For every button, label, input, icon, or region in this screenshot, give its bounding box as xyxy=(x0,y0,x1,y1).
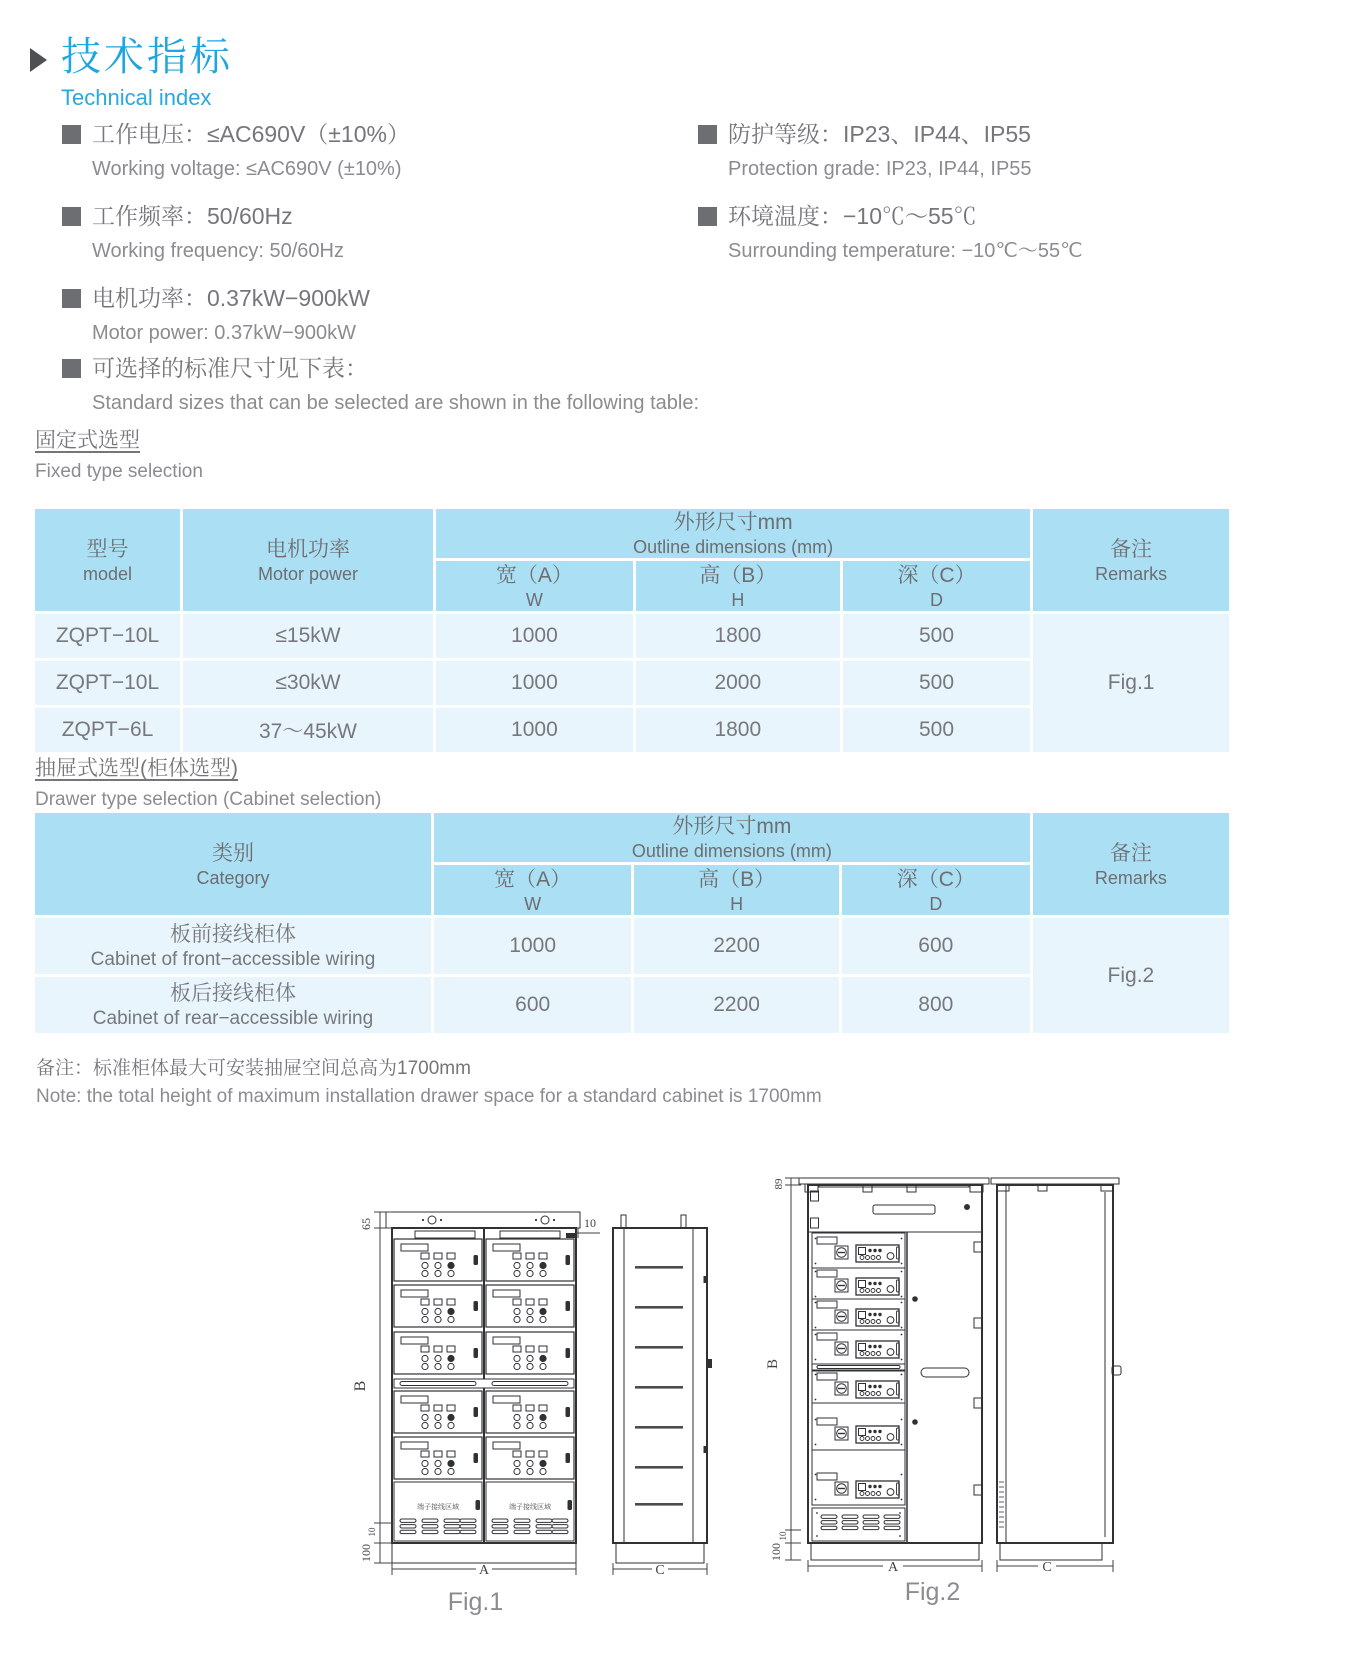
header-remarks xyxy=(1033,813,1229,915)
table-row xyxy=(35,918,1229,974)
spec-item-motor-power xyxy=(62,284,682,345)
cell-category-zh: 板后接线柜体 xyxy=(169,981,296,1005)
header-height-en: H xyxy=(730,893,744,914)
header-remarks xyxy=(1033,509,1229,611)
cell-category-zh: 板前接线柜体 xyxy=(169,922,296,946)
cell-model: ZQPT−6L xyxy=(35,708,180,752)
header-depth xyxy=(843,561,1030,611)
header-category-zh: 类别 xyxy=(211,841,254,865)
header-width-en: W xyxy=(525,589,543,610)
drawer-type-table xyxy=(32,810,1232,1036)
cell-width: 1000 xyxy=(436,661,633,705)
header-outline-en: Outline dimensions (mm) xyxy=(633,537,834,557)
fig2-caption: Fig.2 xyxy=(904,1578,961,1606)
dim-cap-height: 89 xyxy=(773,1178,785,1190)
cell-height: 1800 xyxy=(636,708,840,752)
header-height-zh: 高（B） xyxy=(699,563,777,587)
spec-text-en: Motor power: 0.37kW−900kW xyxy=(92,322,356,344)
spec-text-en: Working frequency: 50/60Hz xyxy=(92,240,344,262)
dim-width-a: A xyxy=(887,1560,899,1575)
header-remarks-zh: 备注 xyxy=(1110,537,1153,561)
cell-width: 1000 xyxy=(434,918,631,974)
cell-category-en: Cabinet of front−accessible wiring xyxy=(90,948,376,970)
spec-text-en: Surrounding temperature: −10℃～55℃ xyxy=(728,240,1083,262)
spec-text-zh: 防护等级：IP23、IP44、IP55 xyxy=(728,121,1031,147)
header-remarks-zh: 备注 xyxy=(1109,841,1152,865)
note-zh: 备注：标准柜体最大可安装抽屉空间总高为1700mm xyxy=(36,1058,471,1079)
header-remarks-en: Remarks xyxy=(1094,867,1167,888)
dim-cap-height: 65 xyxy=(359,1218,373,1230)
cell-model: ZQPT−10L xyxy=(35,614,180,658)
header-width-en: W xyxy=(524,893,542,914)
header-outline-zh: 外形尺寸mm xyxy=(673,511,793,534)
cell-depth: 500 xyxy=(843,614,1030,658)
header-width xyxy=(436,561,633,611)
spec-line-zh xyxy=(62,202,682,230)
bullet-square-icon xyxy=(698,125,717,144)
spec-text-zh: 工作电压：≤AC690V（±10%） xyxy=(92,121,410,147)
cell-height: 2000 xyxy=(636,661,840,705)
section-title-en: Drawer type selection (Cabinet selection) xyxy=(35,789,382,810)
page-title: 技术指标 xyxy=(61,35,233,79)
spec-text-zh: 可选择的标准尺寸见下表： xyxy=(92,355,368,381)
header-height-en: H xyxy=(731,589,745,610)
fig1-drawing xyxy=(330,1136,730,1614)
bullet-square-icon xyxy=(62,207,81,226)
spec-text-zh: 工作频率：50/60Hz xyxy=(92,203,293,229)
spec-line-zh xyxy=(62,120,682,148)
cell-width: 600 xyxy=(434,977,631,1033)
dim-vent-height: 10 xyxy=(778,1531,788,1541)
dim-depth-c: C xyxy=(1042,1560,1052,1575)
cell-category xyxy=(35,918,431,974)
cell-power: 37～45kW xyxy=(183,708,433,752)
cell-remark: Fig.2 xyxy=(1033,918,1229,1033)
dim-plinth-height: 100 xyxy=(769,1543,783,1561)
page-subtitle: Technical index xyxy=(61,85,212,110)
header-depth xyxy=(842,865,1030,915)
title-text-group xyxy=(61,34,233,111)
table-row xyxy=(35,614,1229,658)
cell-remark: Fig.1 xyxy=(1033,614,1229,752)
fig1-side-view xyxy=(613,1215,712,1563)
header-depth-en: D xyxy=(929,893,943,914)
spec-item-working-frequency xyxy=(62,202,682,263)
spec-line-zh xyxy=(62,284,682,312)
header-depth-zh: 深（C） xyxy=(897,563,976,587)
spec-column-left xyxy=(62,120,682,366)
dim-top-offset: 10 xyxy=(584,1216,596,1230)
spec-text-zh: 电机功率：0.37kW−900kW xyxy=(92,285,370,311)
side-vent-louvers xyxy=(635,1266,683,1506)
dim-cabinet-height: B xyxy=(352,1380,369,1392)
header-model xyxy=(35,509,180,611)
bullet-square-icon xyxy=(62,359,81,378)
spec-line-zh xyxy=(698,202,1318,230)
page-header xyxy=(30,34,233,111)
bullet-square-icon xyxy=(62,289,81,308)
fig2-front-view xyxy=(799,1178,989,1560)
header-power-zh: 电机功率 xyxy=(265,537,350,561)
dim-cabinet-height: B xyxy=(765,1358,781,1370)
header-depth-zh: 深（C） xyxy=(896,867,975,891)
note-block xyxy=(36,1056,822,1109)
dim-plinth-height: 100 xyxy=(359,1544,373,1562)
header-outline-zh: 外形尺寸mm xyxy=(672,815,792,838)
cell-power: ≤15kW xyxy=(183,614,433,658)
fig1-caption: Fig.1 xyxy=(447,1588,504,1616)
cell-category-en: Cabinet of rear−accessible wiring xyxy=(92,1007,374,1029)
header-power-en: Motor power xyxy=(257,563,358,584)
header-outline-dimensions xyxy=(436,509,1030,558)
spec-text-zh: 环境温度：−10℃～55℃ xyxy=(728,203,977,229)
terminal-area-label: 端子接线区域 xyxy=(417,1504,459,1511)
header-model-en: model xyxy=(82,563,133,584)
header-outline-en: Outline dimensions (mm) xyxy=(631,841,832,861)
dim-width-a: A xyxy=(478,1563,490,1578)
fixed-type-table xyxy=(32,506,1232,755)
header-width-zh: 宽（A） xyxy=(494,867,572,891)
header-height-zh: 高（B） xyxy=(698,867,776,891)
header-depth-en: D xyxy=(930,589,944,610)
cell-category xyxy=(35,977,431,1033)
fixed-type-section-title xyxy=(35,424,203,483)
header-category-en: Category xyxy=(196,867,270,888)
cell-height: 2200 xyxy=(634,977,838,1033)
section-title-en: Fixed type selection xyxy=(35,461,203,482)
header-remarks-en: Remarks xyxy=(1095,563,1168,584)
header-height xyxy=(636,561,840,611)
dim-depth-c: C xyxy=(655,1563,665,1578)
cell-height: 1800 xyxy=(636,614,840,658)
fig2-side-view xyxy=(991,1178,1121,1560)
cell-depth: 800 xyxy=(842,977,1030,1033)
section-title-zh: 抽屉式选型(柜体选型) xyxy=(35,757,238,780)
header-height xyxy=(634,865,838,915)
header-width-zh: 宽（A） xyxy=(495,563,573,587)
header-motor-power xyxy=(183,509,433,611)
drawer-type-section-title xyxy=(35,752,381,811)
section-title-zh: 固定式选型 xyxy=(35,429,140,452)
header-model-zh: 型号 xyxy=(86,537,129,561)
cell-width: 1000 xyxy=(436,614,633,658)
terminal-area-label: 端子接线区域 xyxy=(509,1504,551,1511)
cell-depth: 600 xyxy=(842,918,1030,974)
spec-line-zh xyxy=(698,120,1318,148)
spec-text-en: Standard sizes that can be selected are shown in the following table: xyxy=(92,392,700,414)
header-category xyxy=(35,813,431,915)
dim-vent-height: 10 xyxy=(367,1527,377,1537)
fig2-drawer-controls xyxy=(815,1237,903,1530)
note-en: Note: the total height of maximum installation drawer space for a standard cabinet is 1700mm xyxy=(36,1086,822,1107)
cell-power: ≤30kW xyxy=(183,661,433,705)
cell-depth: 500 xyxy=(843,661,1030,705)
header-outline-dimensions xyxy=(434,813,1030,862)
spec-text-en: Protection grade: IP23, IP44, IP55 xyxy=(728,158,1032,180)
spec-line-zh xyxy=(62,354,962,382)
bullet-square-icon xyxy=(698,207,717,226)
cell-width: 1000 xyxy=(436,708,633,752)
spec-item-protection-grade xyxy=(698,120,1318,181)
section-arrow-icon xyxy=(30,48,47,72)
spec-item-surrounding-temperature xyxy=(698,202,1318,263)
cell-model: ZQPT−10L xyxy=(35,661,180,705)
side-louver-ticks xyxy=(999,1482,1004,1527)
fig2-drawing xyxy=(735,1092,1145,1582)
spec-column-right xyxy=(698,120,1318,284)
header-width xyxy=(434,865,631,915)
spec-item-working-voltage xyxy=(62,120,682,181)
cell-height: 2200 xyxy=(634,918,838,974)
bullet-square-icon xyxy=(62,125,81,144)
spec-text-en: Working voltage: ≤AC690V (±10%) xyxy=(92,158,402,180)
cell-depth: 500 xyxy=(843,708,1030,752)
